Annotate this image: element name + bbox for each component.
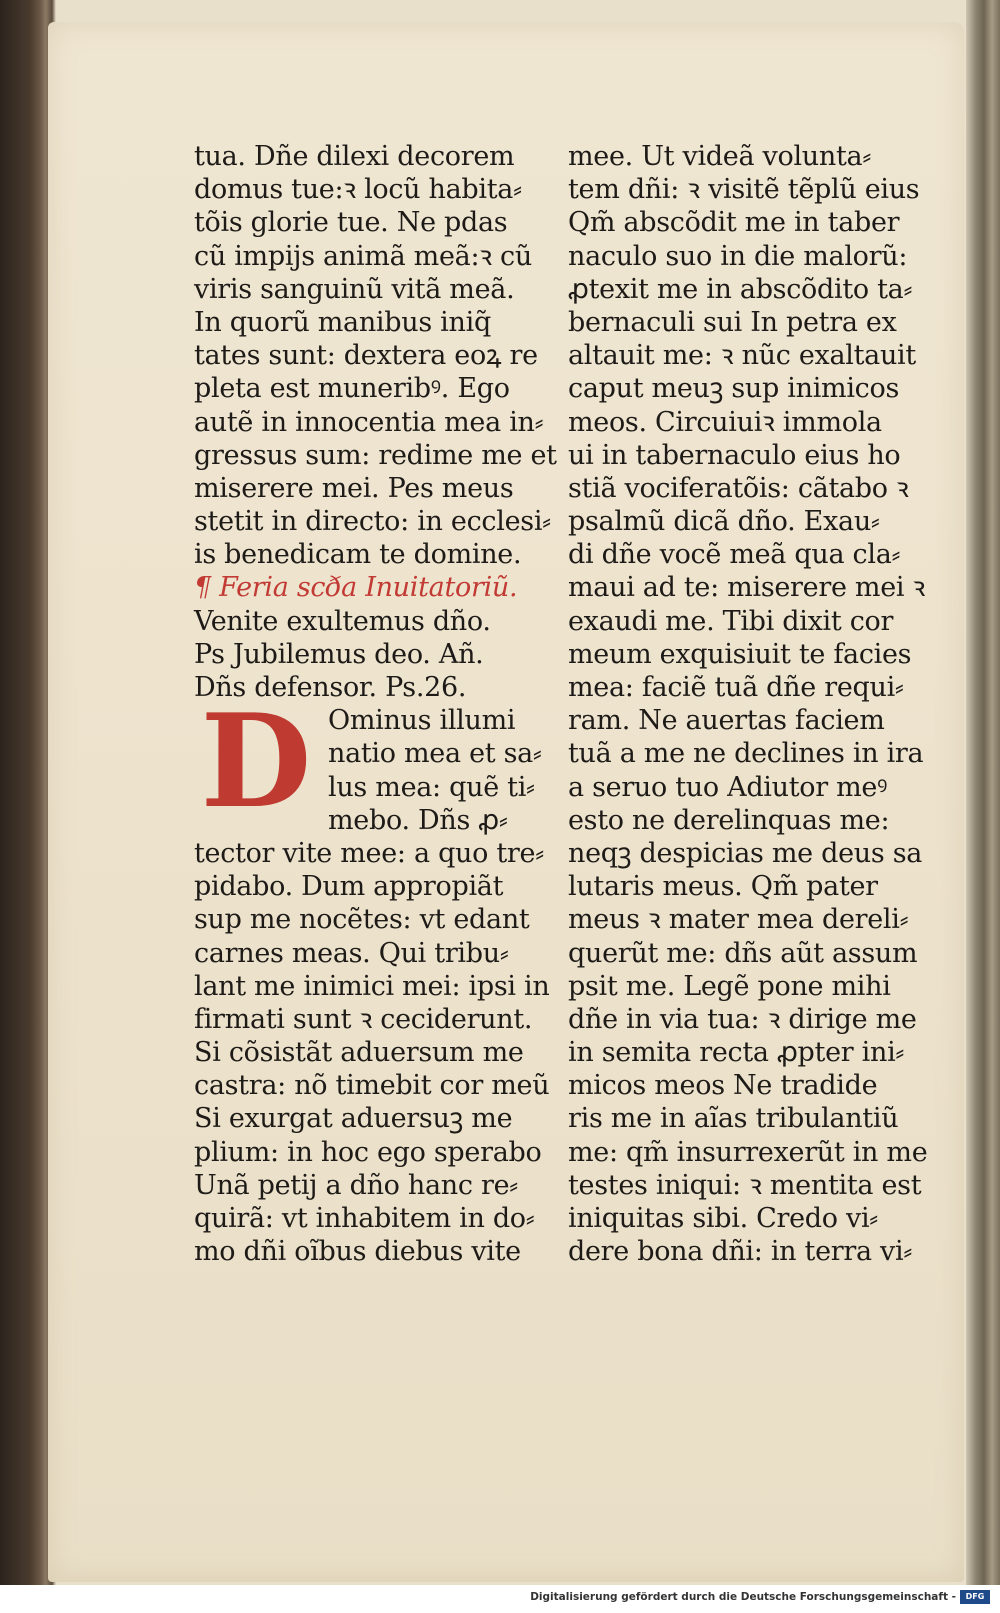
left-text-line: Si exurgat aduersuꝫ me (194, 1103, 513, 1135)
left-text-line: tector vite mee: a quo tre⸗ (194, 837, 544, 869)
left-text-line: carnes meas. Qui tribu⸗ (194, 937, 509, 969)
right-text-line: iniquitas sibi. Credo vi⸗ (568, 1203, 878, 1234)
left-text-line: sup me nocẽtes: vt edant (194, 904, 530, 936)
left-text-line: tua. Dñe dilexi decorem (194, 141, 515, 172)
right-text-line: Qm̃ abscõdit me in taber (568, 207, 900, 239)
right-text-line: esto ne derelinquas me: (568, 804, 890, 836)
left-text-line: plium: in hoc ego sperabo (194, 1136, 542, 1168)
left-text-line: ¶ Feria scða Inuitatoriũ. (194, 572, 518, 604)
left-text-line: Unã petij a dño hanc re⸗ (194, 1169, 518, 1201)
left-text-line: pleta est muneribꝰ. Ego (194, 373, 510, 405)
right-text-line: mea: faciẽ tuã dñe requi⸗ (568, 672, 904, 703)
left-text-line: mo dñi oĩbus diebus vite (194, 1236, 521, 1268)
left-text-line: is benedicam te domine. (194, 539, 522, 571)
left-text-line: lus mea: quẽ ti⸗ (328, 771, 535, 803)
right-text-line: tuã a me ne declines in ira (568, 738, 924, 770)
right-text-line: mee. Ut videã volunta⸗ (568, 141, 872, 172)
left-text-line: autẽ in innocentia mea in⸗ (194, 406, 544, 438)
left-text-line: Dñs defensor. Ps.26. (194, 672, 467, 703)
left-text-line: Si cõsistãt aduersum me (194, 1037, 524, 1069)
left-text-line: pidabo. Dum appropiãt (194, 871, 504, 903)
left-text-column (194, 140, 557, 1268)
left-text-line: tates sunt: dextera eoꝝ re (194, 340, 538, 372)
left-text-line: mebo. Dñs ꝓ⸗ (328, 804, 508, 836)
left-text-line: miserere mei. Pes meus (194, 472, 514, 504)
right-text-line: a seruo tuo Adiutor meꝰ (568, 771, 888, 803)
left-text-line: gressus sum: redime me et (194, 439, 557, 471)
left-text-line: In quorũ manibus iniq̃ (194, 306, 491, 338)
right-text-line: lutaris meus. Qm̃ pater (568, 871, 878, 903)
left-text-line: stetit in directo: in ecclesi⸗ (194, 506, 551, 538)
book-edge (966, 0, 1000, 1585)
right-text-column (568, 140, 928, 1268)
right-text-line: altauit me: ꝛ nũc exaltauit (568, 340, 916, 372)
left-text-line: Venite exultemus dño. (194, 605, 491, 637)
right-text-line: caput meuꝫ sup inimicos (568, 373, 900, 405)
left-text-line: Ominus illumi (328, 705, 516, 737)
right-text-line: exaudi me. Tibi dixit cor (568, 605, 894, 637)
left-text-line: domus tue:ꝛ locũ habita⸗ (194, 174, 522, 206)
right-text-line: bernaculi sui In petra ex (568, 306, 897, 338)
right-text-line: tem dñi: ꝛ visitẽ tẽplũ eius (568, 174, 920, 206)
left-text-line: quirã: vt inhabitem in do⸗ (194, 1203, 535, 1234)
right-text-line: testes iniqui: ꝛ mentita est (568, 1169, 922, 1201)
right-text-line: micos meos Ne tradide (568, 1070, 878, 1102)
right-text-line: di dñe vocẽ meã qua cla⸗ (568, 539, 901, 571)
dfg-logo: DFG (960, 1590, 990, 1604)
left-text-line: tõis glorie tue. Ne pdas (194, 207, 508, 239)
right-text-line: meos. Circuiuiꝛ immola (568, 406, 882, 438)
left-text-line: firmati sunt ꝛ ceciderunt. (194, 1003, 533, 1035)
right-text-line: ui in tabernaculo eius ho (568, 439, 901, 471)
right-text-line: naculo suo in die malorũ: (568, 240, 908, 272)
right-text-line: stiã vociferatõis: cãtabo ꝛ (568, 472, 909, 504)
right-text-line: in semita recta ꝓpter ini⸗ (568, 1037, 905, 1069)
left-text-line: lant me inimici mei: ipsi in (194, 970, 550, 1002)
footer-credit: Digitalisierung gefördert durch die Deutsche Forschungsgemeinschaft - (530, 1591, 956, 1603)
left-text-line: natio mea et sa⸗ (328, 738, 542, 770)
right-text-line: meus ꝛ mater mea dereli⸗ (568, 904, 909, 936)
right-text-line: psalmũ dicã dño. Exau⸗ (568, 506, 880, 538)
right-text-line: psit me. Legẽ pone mihi (568, 970, 891, 1002)
right-text-line: ram. Ne auertas faciem (568, 705, 885, 737)
right-text-line: meum exquisiuit te facies (568, 638, 912, 670)
right-text-line: neqꝫ despicias me deus sa (568, 837, 923, 869)
left-text-line: castra: nõ timebit cor meũ (194, 1070, 550, 1102)
left-text-line: Ps Jubilemus deo. Añ. (194, 638, 484, 670)
drop-initial: D (200, 687, 312, 837)
right-text-line: ꝓtexit me in abscõdito ta⸗ (568, 273, 913, 305)
right-text-line: maui ad te: miserere mei ꝛ (568, 572, 926, 604)
left-text-line: cũ impijs animã meã:ꝛ cũ (194, 240, 532, 272)
right-text-line: querũt me: dñs aũt assum (568, 937, 918, 969)
right-text-line: ris me in aĩas tribulantiũ (568, 1103, 899, 1135)
right-text-line: me: qm̃ insurrexerũt in me (568, 1136, 928, 1168)
right-text-line: dere bona dñi: in terra vi⸗ (568, 1236, 913, 1268)
right-text-line: dñe in via tua: ꝛ dirige me (568, 1003, 917, 1035)
left-text-line: viris sanguinũ vitã meã. (194, 273, 515, 305)
